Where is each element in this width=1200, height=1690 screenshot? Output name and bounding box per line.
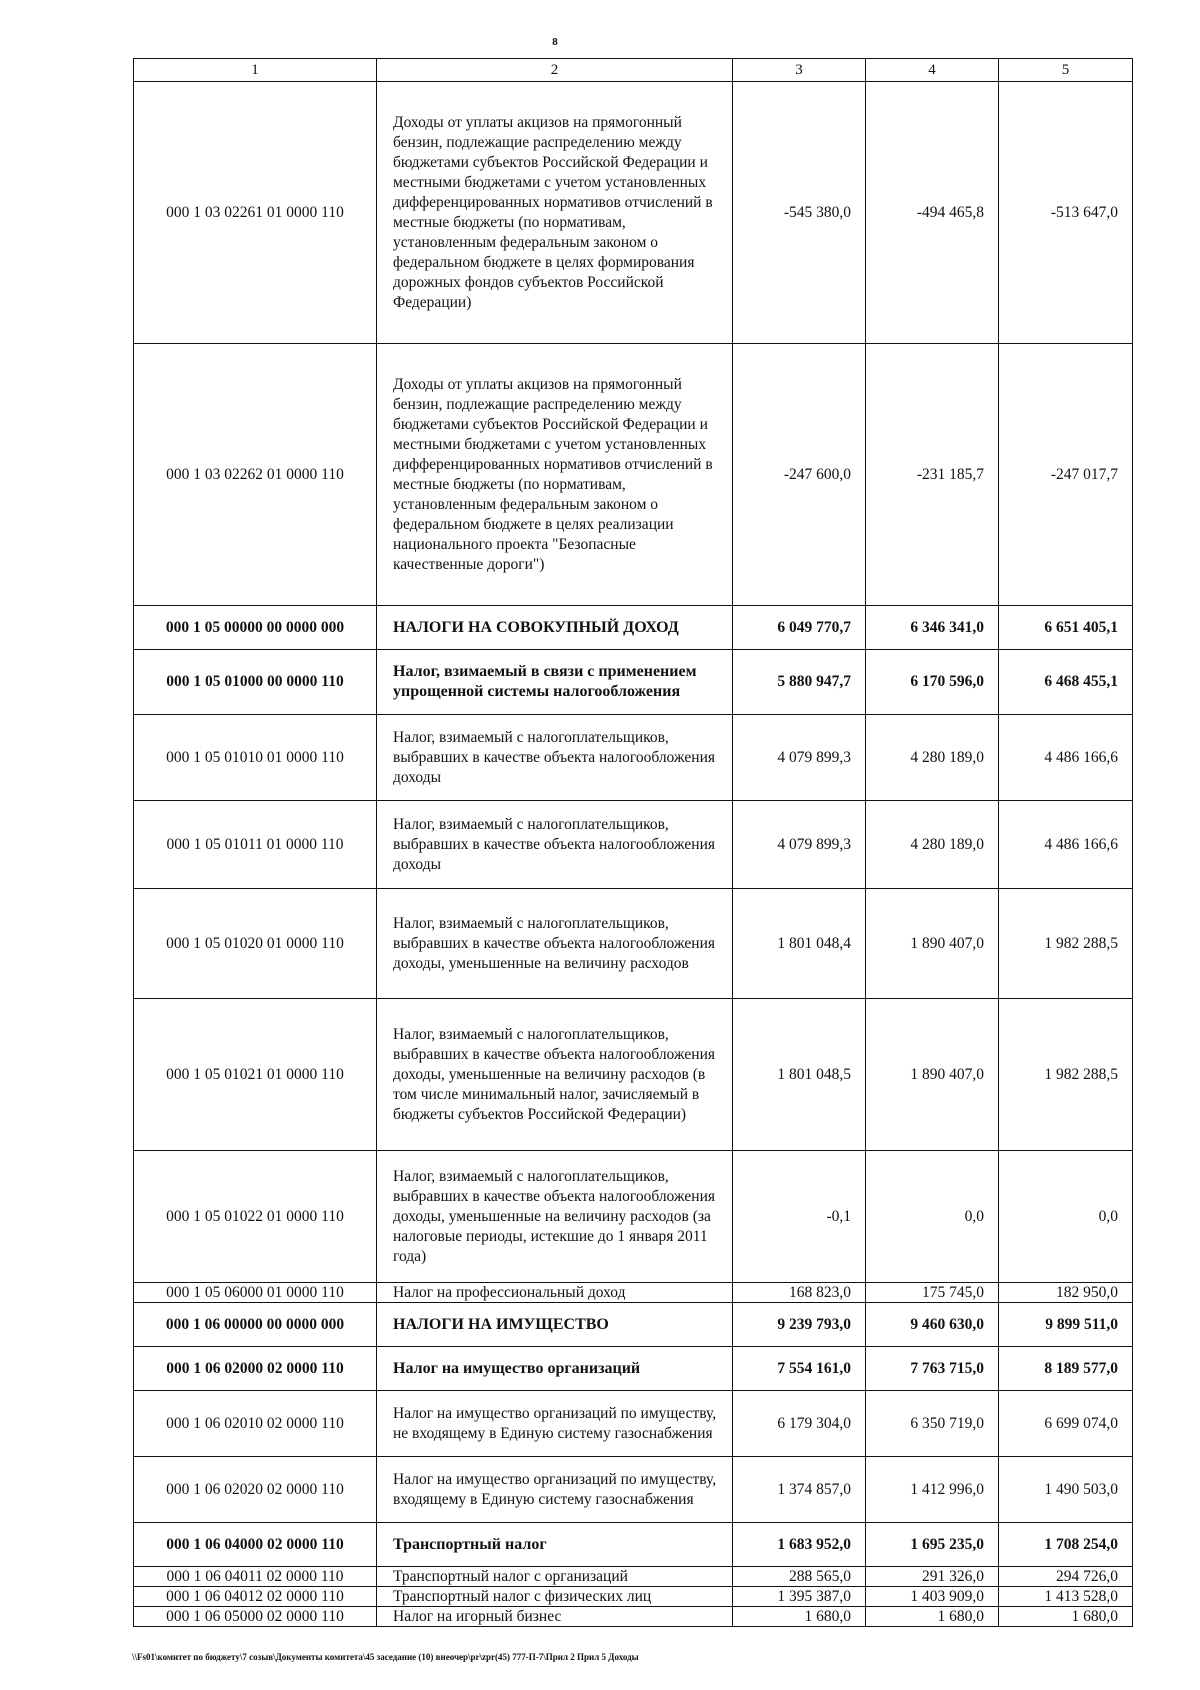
table-row — [134, 801, 1133, 889]
value-col4-cell: 175 745,0 — [866, 1283, 999, 1303]
value-col3-cell: 1 801 048,5 — [733, 999, 866, 1151]
column-header-4: 4 — [866, 59, 999, 82]
page-number: 8 — [552, 36, 558, 48]
value-col3-cell: -247 600,0 — [733, 344, 866, 606]
budget-code-cell: 000 1 05 01022 01 0000 110 — [134, 1151, 377, 1283]
value-col3-cell: 4 079 899,3 — [733, 715, 866, 801]
value-col5-cell: -513 647,0 — [999, 82, 1133, 344]
value-col5-cell: -247 017,7 — [999, 344, 1133, 606]
value-col5-cell: 0,0 — [999, 1151, 1133, 1283]
value-col4-cell: 1 695 235,0 — [866, 1523, 999, 1567]
budget-code-cell: 000 1 03 02261 01 0000 110 — [134, 82, 377, 344]
table-header-row — [134, 59, 1133, 82]
revenue-name-cell: Налог, взимаемый с налогоплательщиков, выбравших в качестве объекта налогообложения доходы — [377, 801, 733, 889]
table-row — [134, 1303, 1133, 1347]
value-col3-cell: -545 380,0 — [733, 82, 866, 344]
column-header-5: 5 — [999, 59, 1133, 82]
table-row — [134, 1523, 1133, 1567]
value-col3-cell: 5 880 947,7 — [733, 650, 866, 715]
value-col3-cell: 1 395 387,0 — [733, 1587, 866, 1607]
value-col3-cell: 1 801 048,4 — [733, 889, 866, 999]
value-col3-cell: 168 823,0 — [733, 1283, 866, 1303]
table-row — [134, 1567, 1133, 1587]
revenue-name-cell: Налог на имущество организаций по имуществу, не входящему в Единую систему газоснабжения — [377, 1391, 733, 1457]
table-row — [134, 1587, 1133, 1607]
value-col4-cell: -231 185,7 — [866, 344, 999, 606]
table-row — [134, 1391, 1133, 1457]
budget-code-cell: 000 1 05 01000 00 0000 110 — [134, 650, 377, 715]
budget-code-cell: 000 1 06 04012 02 0000 110 — [134, 1587, 377, 1607]
revenue-name-cell: Транспортный налог с организаций — [377, 1567, 733, 1587]
revenue-name-cell: НАЛОГИ НА СОВОКУПНЫЙ ДОХОД — [377, 606, 733, 650]
value-col4-cell: 7 763 715,0 — [866, 1347, 999, 1391]
value-col3-cell: 1 680,0 — [733, 1607, 866, 1627]
value-col5-cell: 1 708 254,0 — [999, 1523, 1133, 1567]
value-col5-cell: 8 189 577,0 — [999, 1347, 1133, 1391]
column-header-1: 1 — [134, 59, 377, 82]
table-row — [134, 650, 1133, 715]
value-col5-cell: 1 490 503,0 — [999, 1457, 1133, 1523]
budget-code-cell: 000 1 06 02020 02 0000 110 — [134, 1457, 377, 1523]
table-row — [134, 999, 1133, 1151]
budget-code-cell: 000 1 03 02262 01 0000 110 — [134, 344, 377, 606]
table-row — [134, 889, 1133, 999]
table-row — [134, 1347, 1133, 1391]
file-path-footer: \\Fs01\комитет по бюджету\7 созыв\Документы комитета\45 заседание (10) внеочер\pr\zpr(45) 777-П-7\Прил 2 Прил 5 Доходы — [132, 1652, 639, 1662]
value-col3-cell: 9 239 793,0 — [733, 1303, 866, 1347]
table-row — [134, 1283, 1133, 1303]
column-header-3: 3 — [733, 59, 866, 82]
value-col4-cell: 1 890 407,0 — [866, 999, 999, 1151]
value-col4-cell: 9 460 630,0 — [866, 1303, 999, 1347]
budget-code-cell: 000 1 05 01010 01 0000 110 — [134, 715, 377, 801]
revenue-name-cell: Налог, взимаемый в связи с применением упрощенной системы налогообложения — [377, 650, 733, 715]
value-col4-cell: 1 403 909,0 — [866, 1587, 999, 1607]
value-col5-cell: 1 680,0 — [999, 1607, 1133, 1627]
budget-code-cell: 000 1 05 06000 01 0000 110 — [134, 1283, 377, 1303]
value-col4-cell: 6 170 596,0 — [866, 650, 999, 715]
value-col5-cell: 1 413 528,0 — [999, 1587, 1133, 1607]
revenue-name-cell: Налог, взимаемый с налогоплательщиков, выбравших в качестве объекта налогообложения доходы — [377, 715, 733, 801]
budget-code-cell: 000 1 05 01021 01 0000 110 — [134, 999, 377, 1151]
budget-code-cell: 000 1 06 02000 02 0000 110 — [134, 1347, 377, 1391]
value-col5-cell: 9 899 511,0 — [999, 1303, 1133, 1347]
revenue-name-cell: Транспортный налог с физических лиц — [377, 1587, 733, 1607]
table-row — [134, 344, 1133, 606]
revenue-name-cell: НАЛОГИ НА ИМУЩЕСТВО — [377, 1303, 733, 1347]
value-col5-cell: 294 726,0 — [999, 1567, 1133, 1587]
revenue-name-cell: Налог, взимаемый с налогоплательщиков, выбравших в качестве объекта налогообложения доходы, уменьшенные на величину расходов (в том числе минимальный налог, зачисляемый в бюджеты субъектов Российской Федерации) — [377, 999, 733, 1151]
value-col4-cell: 0,0 — [866, 1151, 999, 1283]
revenue-name-cell: Налог на имущество организаций — [377, 1347, 733, 1391]
table-row — [134, 606, 1133, 650]
table-row — [134, 1607, 1133, 1627]
value-col3-cell: 288 565,0 — [733, 1567, 866, 1587]
table-row — [134, 1151, 1133, 1283]
value-col3-cell: -0,1 — [733, 1151, 866, 1283]
revenue-name-cell: Налог, взимаемый с налогоплательщиков, выбравших в качестве объекта налогообложения доходы, уменьшенные на величину расходов (за налоговые периоды, истекшие до 1 января 2011 года) — [377, 1151, 733, 1283]
value-col4-cell: 291 326,0 — [866, 1567, 999, 1587]
value-col4-cell: 4 280 189,0 — [866, 801, 999, 889]
revenue-name-cell: Доходы от уплаты акцизов на прямогонный бензин, подлежащие распределению между бюджетами субъектов Российской Федерации и местными бюджетами с учетом установленных дифференцированных нормативов отчислений в местные бюджеты (по нормативам, установленным федеральным законом о федеральном бюджете в целях формирования дорожных фондов субъектов Российской Федерации) — [377, 82, 733, 344]
value-col4-cell: -494 465,8 — [866, 82, 999, 344]
revenue-table — [133, 58, 1133, 1627]
value-col3-cell: 1 683 952,0 — [733, 1523, 866, 1567]
budget-code-cell: 000 1 05 00000 00 0000 000 — [134, 606, 377, 650]
budget-code-cell: 000 1 06 00000 00 0000 000 — [134, 1303, 377, 1347]
table-row — [134, 1457, 1133, 1523]
budget-code-cell: 000 1 05 01020 01 0000 110 — [134, 889, 377, 999]
budget-code-cell: 000 1 06 02010 02 0000 110 — [134, 1391, 377, 1457]
revenue-name-cell: Налог, взимаемый с налогоплательщиков, выбравших в качестве объекта налогообложения доходы, уменьшенные на величину расходов — [377, 889, 733, 999]
value-col3-cell: 1 374 857,0 — [733, 1457, 866, 1523]
revenue-name-cell: Налог на профессиональный доход — [377, 1283, 733, 1303]
value-col3-cell: 6 179 304,0 — [733, 1391, 866, 1457]
budget-code-cell: 000 1 06 04011 02 0000 110 — [134, 1567, 377, 1587]
value-col4-cell: 1 412 996,0 — [866, 1457, 999, 1523]
value-col5-cell: 4 486 166,6 — [999, 801, 1133, 889]
value-col5-cell: 4 486 166,6 — [999, 715, 1133, 801]
value-col5-cell: 1 982 288,5 — [999, 889, 1133, 999]
value-col5-cell: 6 699 074,0 — [999, 1391, 1133, 1457]
value-col5-cell: 182 950,0 — [999, 1283, 1133, 1303]
revenue-name-cell: Налог на игорный бизнес — [377, 1607, 733, 1627]
budget-code-cell: 000 1 06 05000 02 0000 110 — [134, 1607, 377, 1627]
value-col4-cell: 6 350 719,0 — [866, 1391, 999, 1457]
value-col3-cell: 7 554 161,0 — [733, 1347, 866, 1391]
value-col5-cell: 1 982 288,5 — [999, 999, 1133, 1151]
table-row — [134, 715, 1133, 801]
budget-code-cell: 000 1 05 01011 01 0000 110 — [134, 801, 377, 889]
value-col5-cell: 6 468 455,1 — [999, 650, 1133, 715]
revenue-name-cell: Доходы от уплаты акцизов на прямогонный бензин, подлежащие распределению между бюджетами субъектов Российской Федерации и местными бюджетами с учетом установленных дифференцированных нормативов отчислений в местные бюджеты (по нормативам, установленным федеральным законом о федеральном бюджете в целях реализации национального проекта "Безопасные качественные дороги") — [377, 344, 733, 606]
value-col4-cell: 1 890 407,0 — [866, 889, 999, 999]
table-row — [134, 82, 1133, 344]
value-col4-cell: 1 680,0 — [866, 1607, 999, 1627]
value-col5-cell: 6 651 405,1 — [999, 606, 1133, 650]
value-col4-cell: 6 346 341,0 — [866, 606, 999, 650]
revenue-name-cell: Транспортный налог — [377, 1523, 733, 1567]
column-header-2: 2 — [377, 59, 733, 82]
revenue-name-cell: Налог на имущество организаций по имуществу, входящему в Единую систему газоснабжения — [377, 1457, 733, 1523]
value-col3-cell: 6 049 770,7 — [733, 606, 866, 650]
value-col3-cell: 4 079 899,3 — [733, 801, 866, 889]
value-col4-cell: 4 280 189,0 — [866, 715, 999, 801]
budget-code-cell: 000 1 06 04000 02 0000 110 — [134, 1523, 377, 1567]
